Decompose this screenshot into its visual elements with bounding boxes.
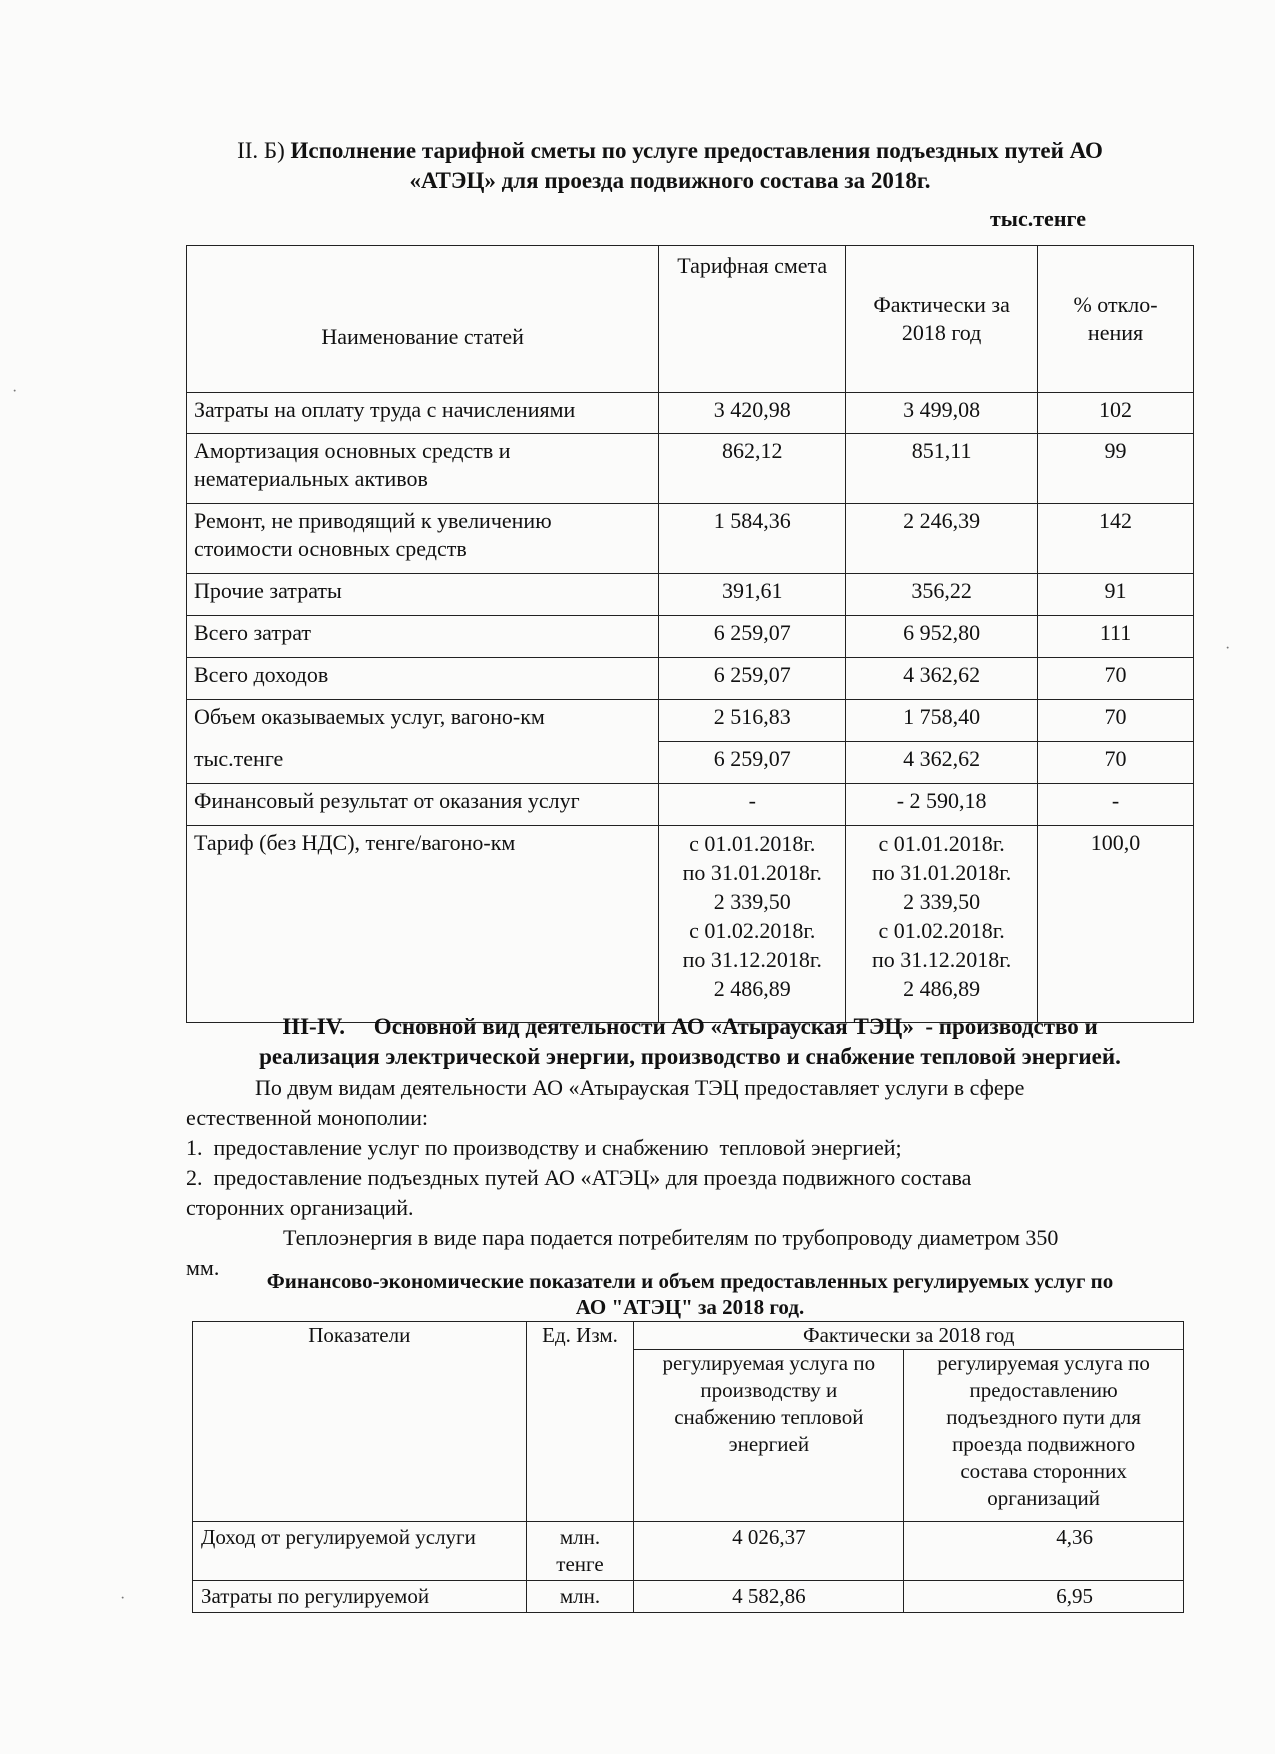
row-name: Амортизация основных средств и нематериальных активов xyxy=(187,434,659,504)
units-label: тыс.тенге xyxy=(990,206,1086,231)
table-row xyxy=(193,1522,1184,1581)
row-fact: 356,22 xyxy=(846,574,1038,616)
row-name: Затраты по регулируемой xyxy=(193,1581,527,1613)
row-plan: - xyxy=(659,784,846,826)
table-row xyxy=(193,1581,1184,1613)
tariff-fact xyxy=(846,826,1038,1023)
row-pct: - xyxy=(1038,784,1194,826)
header-item-name: Наименование статей xyxy=(187,246,659,393)
section-3-heading-line-2: реализация электрической энергии, производство и снабжение тепловой энергией. xyxy=(259,1044,1121,1069)
scan-speck: · xyxy=(120,1590,126,1607)
row-plan: 862,12 xyxy=(659,434,846,504)
row-unit: млн. xyxy=(526,1581,634,1613)
list-item-2-line-1: 2. предоставление подъездных путей АО «АТЭЦ» для проезда подвижного состава xyxy=(186,1165,972,1190)
section-2-title-line-1 xyxy=(180,136,1160,166)
financial-indicators-title xyxy=(210,1268,1170,1320)
row-fact: 2 246,39 xyxy=(846,504,1038,574)
tariff-estimate-table xyxy=(186,245,1194,1023)
tariff-fact-line: 2 486,89 xyxy=(903,976,981,1001)
section-3-heading xyxy=(200,1012,1180,1072)
header-deviation-pct-text: % откло-нения xyxy=(1073,292,1158,345)
scan-speck: · xyxy=(12,383,18,400)
row-value-road: 4,36 xyxy=(904,1522,1184,1581)
header-tariff-estimate xyxy=(659,246,846,393)
row-fact: 6 952,80 xyxy=(846,616,1038,658)
row-unit: млн. тенге xyxy=(526,1522,634,1581)
header-tariff-estimate-text: Тарифная смета xyxy=(677,253,828,278)
row-value-heat: 4 582,86 xyxy=(634,1581,904,1613)
row-plan: 2 516,83 xyxy=(659,700,846,742)
row-name: Всего доходов xyxy=(187,658,659,700)
tariff-fact-line: с 01.01.2018г. xyxy=(878,831,1005,856)
row-plan: 6 259,07 xyxy=(659,616,846,658)
section-2-title xyxy=(180,136,1160,196)
row-name: Всего затрат xyxy=(187,616,659,658)
tariff-plan-line: по 31.12.2018г. xyxy=(682,947,822,972)
table-row xyxy=(187,393,1194,434)
row-pct: 99 xyxy=(1038,434,1194,504)
table-row xyxy=(187,700,1194,742)
table-row xyxy=(187,616,1194,658)
row-pct: 102 xyxy=(1038,393,1194,434)
paragraph-2-line-1: Теплоэнергия в виде пара подается потребителям по трубопроводу диаметром 350 xyxy=(283,1225,1059,1250)
row-value-heat: 4 026,37 xyxy=(634,1522,904,1581)
financial-title-line-2: АО "АТЭЦ" за 2018 год. xyxy=(575,1295,805,1319)
row-pct: 70 xyxy=(1038,700,1194,742)
row-fact: 851,11 xyxy=(846,434,1038,504)
table-row xyxy=(187,504,1194,574)
row-name: Ремонт, не приводящий к увеличению стоимости основных средств xyxy=(187,504,659,574)
table2-header-row-1 xyxy=(193,1322,1184,1350)
header-actual-2018 xyxy=(846,246,1038,393)
header-access-road-service: регулируемая услуга по предоставлению подъездного пути для проезда подвижного состава сторонних организаций xyxy=(904,1350,1184,1522)
row-plan: 1 584,36 xyxy=(659,504,846,574)
row-name: тыс.тенге xyxy=(187,742,659,784)
row-pct: 70 xyxy=(1038,742,1194,784)
section-2-prefix: II. Б) xyxy=(237,138,285,163)
tariff-fact-line: по 31.01.2018г. xyxy=(871,860,1012,885)
row-fact: 4 362,62 xyxy=(846,742,1038,784)
financial-indicators-table xyxy=(192,1321,1184,1613)
row-pct: 142 xyxy=(1038,504,1194,574)
tariff-plan-line: с 01.01.2018г. xyxy=(689,831,816,856)
header-deviation-pct xyxy=(1038,246,1194,393)
row-name: Финансовый результат от оказания услуг xyxy=(187,784,659,826)
header-heat-energy-service: регулируемая услуга по производству и снабжению тепловой энергией xyxy=(634,1350,904,1522)
financial-title-line-1: Финансово-экономические показатели и объем предоставленных регулируемых услуг по xyxy=(266,1269,1114,1293)
tariff-plan-line: 2 486,89 xyxy=(713,976,791,1001)
paragraph-2-line-2: мм. xyxy=(186,1255,220,1280)
section-2-title-line-2 xyxy=(180,166,1160,196)
table-row xyxy=(187,574,1194,616)
row-pct: 70 xyxy=(1038,658,1194,700)
tariff-name: Тариф (без НДС), тенге/вагоно-км xyxy=(187,826,659,1023)
paragraph-1-line-2: естественной монополии: xyxy=(186,1105,429,1130)
row-fact: 3 499,08 xyxy=(846,393,1038,434)
table-row xyxy=(187,742,1194,784)
header-actual-2018-group: Фактически за 2018 год xyxy=(634,1322,1184,1350)
table1-header-row xyxy=(187,246,1194,393)
row-plan: 3 420,98 xyxy=(659,393,846,434)
table-row xyxy=(187,434,1194,504)
row-plan: 391,61 xyxy=(659,574,846,616)
row-fact: 4 362,62 xyxy=(846,658,1038,700)
tariff-plan xyxy=(659,826,846,1023)
table-row xyxy=(187,784,1194,826)
section-2-title-text-2: «АТЭЦ» для проезда подвижного состава за 2018г. xyxy=(409,168,931,193)
table-row xyxy=(187,658,1194,700)
row-name: Доход от регулируемой услуги xyxy=(193,1522,527,1581)
tariff-plan-line: по 31.01.2018г. xyxy=(682,860,822,885)
tariff-plan-line: с 01.02.2018г. xyxy=(689,918,816,943)
paragraph-1-line-1: По двум видам деятельности АО «Атырауская ТЭЦ предоставляет услуги в сфере xyxy=(255,1075,1025,1100)
row-name: Прочие затраты xyxy=(187,574,659,616)
row-value-road: 6,95 xyxy=(904,1581,1184,1613)
header-actual-2018-text: Фактически за 2018 год xyxy=(873,292,1010,345)
section-3-heading-line-1: III-IV. Основной вид деятельности АО «Атырауская ТЭЦ» - производство и xyxy=(282,1014,1098,1039)
list-item-1: 1. предоставление услуг по производству и снабжению тепловой энергией; xyxy=(186,1135,902,1160)
list-item-2-line-2: сторонних организаций. xyxy=(186,1195,414,1220)
row-fact: - 2 590,18 xyxy=(846,784,1038,826)
tariff-fact-line: 2 339,50 xyxy=(903,889,981,914)
row-plan: 6 259,07 xyxy=(659,658,846,700)
row-name: Объем оказываемых услуг, вагоно-км xyxy=(187,700,659,742)
row-plan: 6 259,07 xyxy=(659,742,846,784)
section-2-title-text-1: Исполнение тарифной сметы по услуге предоставления подъездных путей АО xyxy=(290,138,1103,163)
scan-speck: · xyxy=(1225,640,1231,657)
tariff-fact-line: с 01.02.2018г. xyxy=(878,918,1005,943)
row-name: Затраты на оплату труда с начислениями xyxy=(187,393,659,434)
tariff-pct: 100,0 xyxy=(1038,826,1194,1023)
tariff-plan-line: 2 339,50 xyxy=(713,889,791,914)
tariff-row xyxy=(187,826,1194,1023)
row-pct: 111 xyxy=(1038,616,1194,658)
row-fact: 1 758,40 xyxy=(846,700,1038,742)
header-indicators: Показатели xyxy=(193,1322,527,1522)
row-pct: 91 xyxy=(1038,574,1194,616)
tariff-fact-line: по 31.12.2018г. xyxy=(871,947,1012,972)
header-unit: Ед. Изм. xyxy=(526,1322,634,1522)
